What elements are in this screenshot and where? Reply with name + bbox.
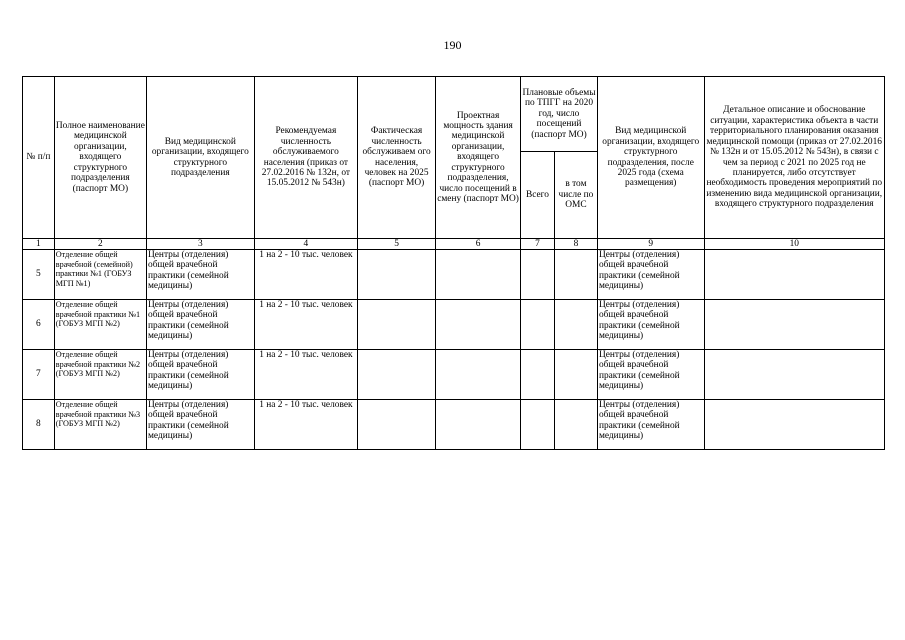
header-planned-volumes: Плановые объемы по ТПГГ на 2020 год, число посещений (паспорт МО) [521, 77, 598, 152]
table-body [23, 250, 885, 450]
description [704, 300, 884, 350]
recommended-population: 1 на 2 - 10 тыс. человек [254, 300, 358, 350]
header-design-capacity: Проектная мощность здания медицинской организации, входящего структурного подразделения, число посещений в смену (паспорт МО) [436, 77, 521, 239]
medical-organizations-table [22, 76, 885, 450]
recommended-population: 1 на 2 - 10 тыс. человек [254, 400, 358, 450]
organization-kind-after: Центры (отделения) общей врачебной практики (семейной медицины) [597, 350, 704, 400]
table-row [23, 300, 885, 350]
header-incl-oms: в том числе по ОМС [554, 152, 597, 239]
planned-oms [554, 300, 597, 350]
design-capacity [436, 250, 521, 300]
organization-kind-after: Центры (отделения) общей врачебной практики (семейной медицины) [597, 400, 704, 450]
description [704, 350, 884, 400]
planned-total [521, 250, 555, 300]
organization-kind: Центры (отделения) общей врачебной практики (семейной медицины) [147, 250, 255, 300]
header-org-kind-after: Вид медицинской организации, входящего структурного подразделения, после 2025 года (схема размещения) [597, 77, 704, 239]
column-number: 9 [597, 239, 704, 250]
planned-oms [554, 350, 597, 400]
recommended-population: 1 на 2 - 10 тыс. человек [254, 250, 358, 300]
design-capacity [436, 300, 521, 350]
row-number: 6 [23, 300, 55, 350]
row-number: 5 [23, 250, 55, 300]
header-org-kind: Вид медицинской организации, входящего структурного подразделения [147, 77, 255, 239]
organization-kind: Центры (отделения) общей врачебной практики (семейной медицины) [147, 400, 255, 450]
actual-population [358, 350, 436, 400]
column-number-row [23, 239, 885, 250]
table-row [23, 250, 885, 300]
row-number: 8 [23, 400, 55, 450]
planned-total [521, 300, 555, 350]
actual-population [358, 250, 436, 300]
organization-kind: Центры (отделения) общей врачебной практики (семейной медицины) [147, 350, 255, 400]
column-number: 3 [147, 239, 255, 250]
column-number: 6 [436, 239, 521, 250]
column-number: 7 [521, 239, 555, 250]
organization-name: Отделение общей врачебной практики №3 (ГОБУЗ МГП №2) [54, 400, 146, 450]
header-num: № п/п [23, 77, 55, 239]
organization-name: Отделение общей врачебной практики №1 (ГОБУЗ МГП №2) [54, 300, 146, 350]
header-description: Детальное описание и обоснование ситуации, характеристика объекта в части территориального планирования оказания медицинской помощи (приказ от 27.02.2016 № 132н и от 15.05.2012 № 543н), в связи с чем за период с 2021 по 2025 год не планируется, либо отсутствует необходимость проведения мероприятий по изменению вида медицинской организации, входящего структурного подразделения [704, 77, 884, 239]
column-number: 2 [54, 239, 146, 250]
actual-population [358, 300, 436, 350]
actual-population [358, 400, 436, 450]
table-row [23, 350, 885, 400]
row-number: 7 [23, 350, 55, 400]
column-number: 5 [358, 239, 436, 250]
page-number: 190 [443, 38, 462, 52]
organization-name: Отделение общей врачебной практики №2 (ГОБУЗ МГП №2) [54, 350, 146, 400]
header-full-name: Полное наименование медицинской организации, входящего структурного подразделения (паспорт МО) [54, 77, 146, 239]
organization-name: Отделение общей врачебной (семейной) практики №1 (ГОБУЗ МГП №1) [54, 250, 146, 300]
column-number: 10 [704, 239, 884, 250]
planned-oms [554, 250, 597, 300]
recommended-population: 1 на 2 - 10 тыс. человек [254, 350, 358, 400]
column-number: 1 [23, 239, 55, 250]
table-header [23, 77, 885, 250]
organization-kind-after: Центры (отделения) общей врачебной практики (семейной медицины) [597, 300, 704, 350]
organization-kind: Центры (отделения) общей врачебной практики (семейной медицины) [147, 300, 255, 350]
design-capacity [436, 400, 521, 450]
table-row [23, 400, 885, 450]
header-recommended-population: Рекомендуемая численность обслуживаемого населения (приказ от 27.02.2016 № 132н, от 15.05.2012 № 543н) [254, 77, 358, 239]
header-actual-population: Фактическая численность обслуживаем ого населения, человек на 2025 (паспорт МО) [358, 77, 436, 239]
column-number: 8 [554, 239, 597, 250]
planned-total [521, 400, 555, 450]
design-capacity [436, 350, 521, 400]
column-number: 4 [254, 239, 358, 250]
planned-total [521, 350, 555, 400]
planned-oms [554, 400, 597, 450]
description [704, 400, 884, 450]
organization-kind-after: Центры (отделения) общей врачебной практики (семейной медицины) [597, 250, 704, 300]
header-total: Всего [521, 152, 555, 239]
description [704, 250, 884, 300]
